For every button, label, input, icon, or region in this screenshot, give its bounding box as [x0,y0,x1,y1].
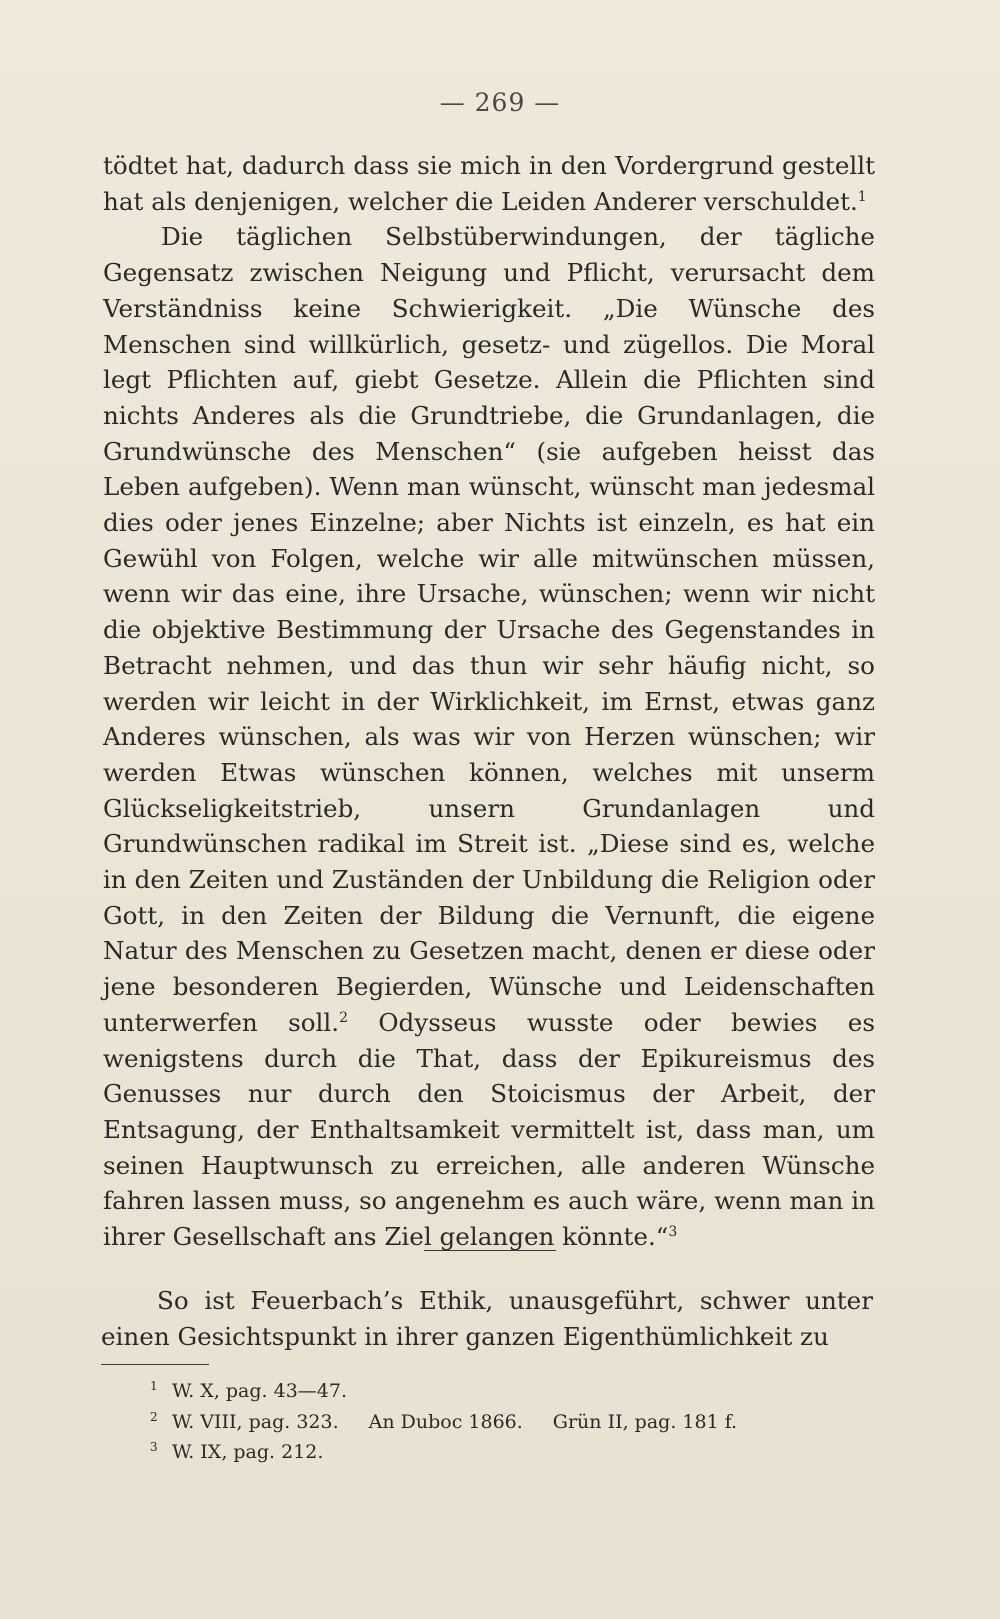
footnote-mark: 3 [150,1440,158,1454]
paragraph-1-text: tödtet hat, dadurch dass sie mich in den Vordergrund gestellt hat als denjenigen, welcher die Leiden Anderer verschuldet. [103,151,875,216]
page-number: — 269 — [439,88,561,117]
footnote-text: W. IX, pag. 212. [172,1441,324,1463]
paragraph-2-text-a: Die täglichen Selbstüberwindungen, der tägliche Gegensatz zwischen Neigung und Pflicht, verursacht dem Verständniss keine Schwierigkeit. „Die Wünsche des Menschen sind willkürlich, gesetz- und zügellos. Die Moral legt Pflichten auf, giebt Gesetze. Allein die Pflichten sind nichts Anderes als die Grundtriebe, die Grundanlagen, die Grundwünsche des Menschen“ (sie aufgeben heisst das Leben aufgeben). Wenn man wünscht, wünscht man jedesmal dies oder jenes Einzelne; aber Nichts ist einzeln, es hat ein Gewühl von Folgen, welche wir alle mitwünschen müssen, wenn wir das eine, ihre Ursache, wünschen; wenn wir nicht die objektive Bestimmung der Ursache des Gegenstandes in Betracht nehmen, und das thun wir sehr häufig nicht, so werden wir leicht in der Wirklichkeit, im Ernst, etwas ganz Anderes wünschen, als was wir von Herzen wünschen; wir werden Etwas wünschen können, welches mit unserm Glückseligkeitstrieb, unsern Grundanlagen und Grundwünschen radikal im Streit ist. „Diese sind es, welche in den Zeiten und Zuständen der Unbildung die Religion oder Gott, in den Zeiten der Bildung die Vernunft, die eigene Natur des Menschen zu Gesetzen macht, denen er diese oder jene besonderen Begierden, Wünsche und Leidenschaften unterwerfen soll. [103,222,875,1037]
footnote-3 [150,1437,870,1468]
main-text [103,148,875,1255]
footnote-mark: 1 [150,1379,158,1393]
footnote-ref-1: 1 [857,188,867,205]
footnote-text: W. X, pag. 43—47. [172,1380,348,1402]
footnote-ref-2: 2 [339,1009,349,1026]
footnote-mark: 2 [150,1409,158,1424]
footnote-ref-3: 3 [668,1224,678,1241]
footnote-2 [150,1407,870,1438]
footnote-1 [150,1376,870,1407]
paragraph-1 [103,148,875,219]
closing-paragraph: So ist Feuerbach’s Ethik, unausgeführt, schwer unter einen Gesichtspunkt in ihrer ganzen Eigenthümlichkeit zu [101,1286,873,1351]
footnote-divider [101,1364,209,1365]
footnote-text: W. VIII, pag. 323. [172,1410,339,1433]
footnote-text-3: Grün II, pag. 181 f. [552,1410,738,1433]
closing-text [101,1283,873,1355]
footnote-text-2: An Duboc 1866. [368,1410,523,1433]
footnotes [150,1376,870,1468]
paragraph-2-text-b: Odysseus wusste oder bewies es wenigstens durch die That, dass der Epikureismus des Genusses nur durch den Stoicismus der Arbeit, der Entsagung, der Enthaltsamkeit vermittelt ist, dass man, um seinen Hauptwunsch zu erreichen, alle anderen Wünsche fahren lassen muss, so angenehm es auch wäre, wenn man in ihrer Gesellschaft ans Ziel gelangen könnte.“ [103,1007,875,1252]
paragraph-2 [103,219,875,1254]
section-divider [424,1250,556,1251]
